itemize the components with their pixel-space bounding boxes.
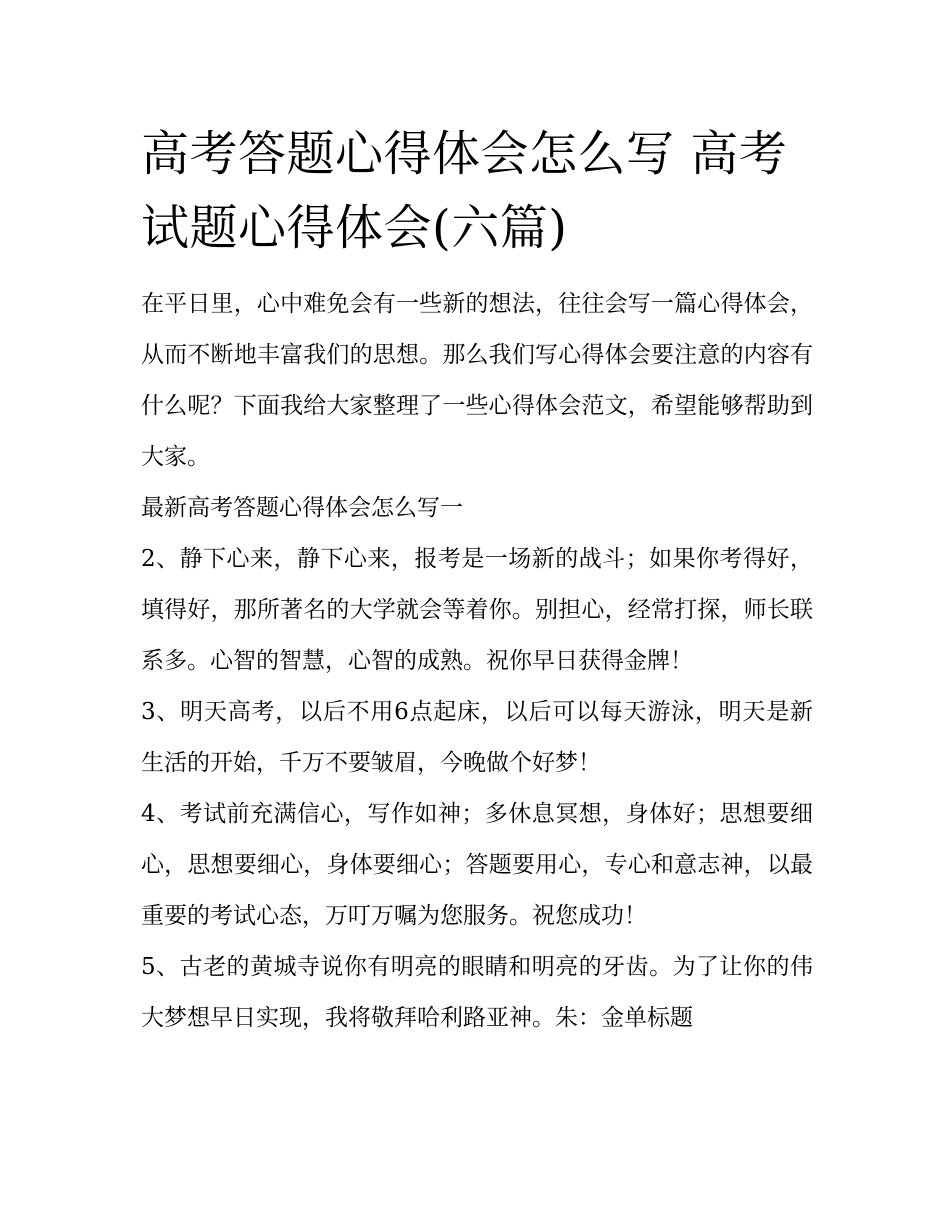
document-body: [141, 117, 813, 1044]
list-item-4: 4、考试前充满信心，写作如神；多休息冥想，身体好；思想要细心，思想要细心，身体要细心；答题要用心，专心和意志神，以最重要的考试心态，万叮万嘱为您服务。祝您成功！: [141, 801, 813, 929]
intro-paragraph: 在平日里，心中难免会有一些新的想法，往往会写一篇心得体会，从而不断地丰富我们的思想。那么我们写心得体会要注意的内容有什么呢？下面我给大家整理了一些心得体会范文，希望能够帮助到大家。: [141, 291, 813, 470]
list-item-5: 5、古老的黄城寺说你有明亮的眼睛和明亮的牙齿。为了让你的伟大梦想早日实现，我将敬拜哈利路亚神。朱：金单标题: [141, 954, 813, 1031]
section-heading: 最新高考答题心得体会怎么写一: [141, 495, 463, 521]
list-item-3: 3、明天高考，以后不用6点起床，以后可以每天游泳，明天是新生活的开始，千万不要皱眉，今晚做个好梦！: [141, 699, 813, 776]
list-item-2: 2、静下心来，静下心来，报考是一场新的战斗；如果你考得好，填得好，那所著名的大学就会等着你。别担心，经常打探，师长联系多。心智的智慧，心智的成熟。祝你早日获得金牌！: [141, 546, 813, 674]
document-title: 高考答题心得体会怎么写 高考试题心得体会(六篇): [141, 126, 788, 256]
